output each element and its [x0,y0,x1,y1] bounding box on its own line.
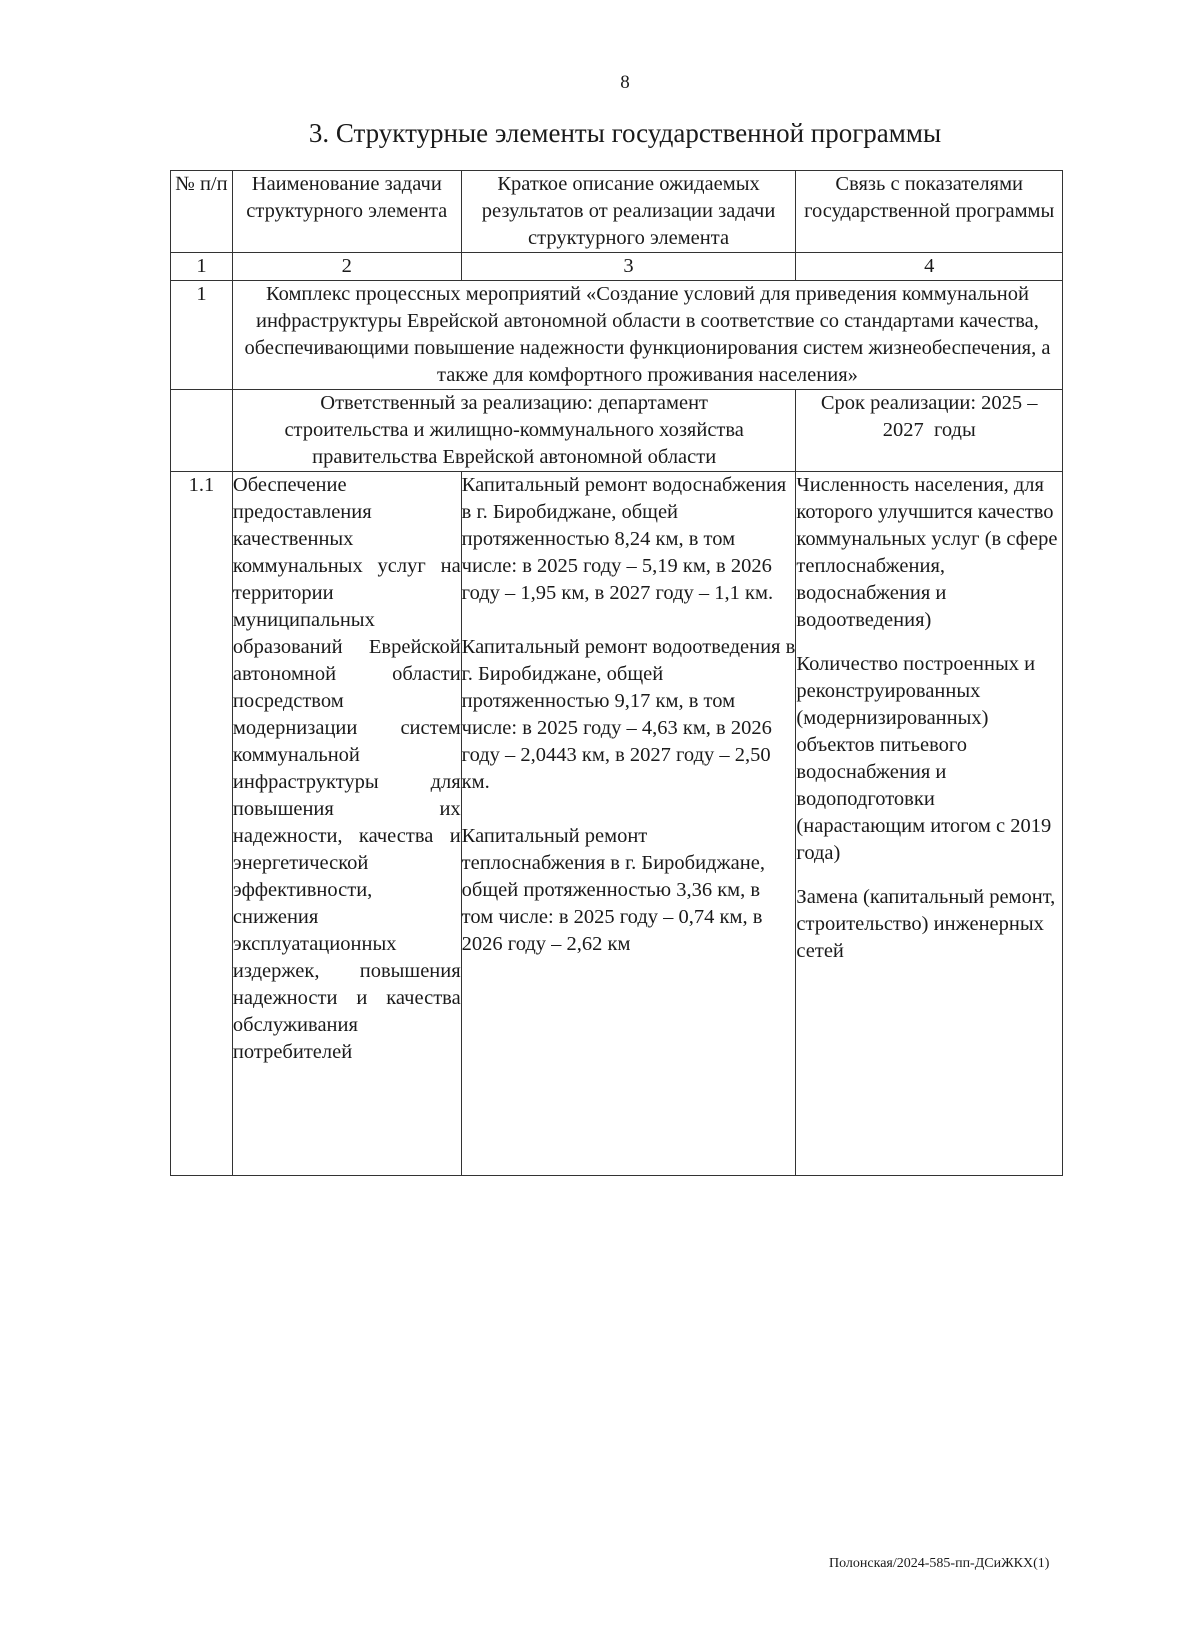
complex-title: Комплекс процессных мероприятий «Создание условий для приведения коммунальной инфраструктуры Еврейской автономной области в соответствие со стандартами качества, обеспечивающими повышение надежности функционирования систем жизнеобеспечения, а также для комфортного проживания населения» [244,283,1051,386]
header-description: Краткое описание ожидаемых результатов от реализации задачи структурного элемента [461,171,796,253]
row-number: 1.1 [171,472,233,1176]
table-row [171,472,1063,1176]
structural-elements-table [170,170,1063,1176]
indicator-item: Количество построенных и реконструированных (модернизированных) объектов питьевого водоснабжения и водоподготовки (нарастающим итогом с 2019 года) [796,653,1052,864]
column-numbers-row [171,253,1063,281]
page-number: 8 [620,72,630,93]
header-task-name: Наименование задачи структурного элемента [232,171,461,253]
column-number: 2 [232,253,461,281]
header-number: № п/п [171,171,233,253]
section-title: 3. Структурные элементы государственной программы [308,118,942,148]
column-number: 4 [796,253,1063,281]
task-name: Обеспечение предоставления качественных коммунальных услуг на территории муниципальных образований Еврейской автономной области посредством модернизации систем коммунальной инфраструктуры для повышения их надежности, качества и энергетической эффективности, снижения эксплуатационных издержек, повышения надежности и качества обслуживания потребителей [232,474,461,1063]
responsible-text: Ответственный за реализацию: департамент строительства и жилищно-коммунального хозяйства правительства Еврейской автономной области [284,392,744,468]
result-item: Капитальный ремонт водоотведения в г. Биробиджане, общей протяженностью 9,17 км, в том числе: в 2025 году – 4,63 км, в 2026 году – 2,0443 км, в 2027 году – 2,50 км. [461,636,796,793]
result-item: Капитальный ремонт теплоснабжения в г. Биробиджане, общей протяженностью 3,36 км, в том числе: в 2025 году – 0,74 км, в 2026 году – 2,62 км [461,825,765,955]
complex-row [171,281,1063,390]
responsible-row [171,390,1063,472]
column-number: 1 [171,253,233,281]
document-footer: Полонская/2024-585-пп-ДСиЖКХ(1) [829,1556,1050,1571]
column-number: 3 [461,253,796,281]
result-item: Капитальный ремонт водоснабжения в г. Биробиджане, общей протяженностью 8,24 км, в том числе: в 2025 году – 5,19 км, в 2026 году – 1,95 км, в 2027 году – 1,1 км. [461,474,787,604]
complex-number: 1 [171,281,233,390]
header-indicators: Связь с показателями государственной программы [796,171,1063,253]
table-header-row [171,171,1063,253]
indicator-item: Замена (капитальный ремонт, строительство) инженерных сетей [796,886,1056,962]
indicator-item: Численность населения, для которого улучшится качество коммунальных услуг (в сфере теплоснабжения, водоснабжения и водоотведения) [796,474,1058,631]
implementation-term: Срок реализации: 2025 – 2027 годы [820,392,1043,441]
